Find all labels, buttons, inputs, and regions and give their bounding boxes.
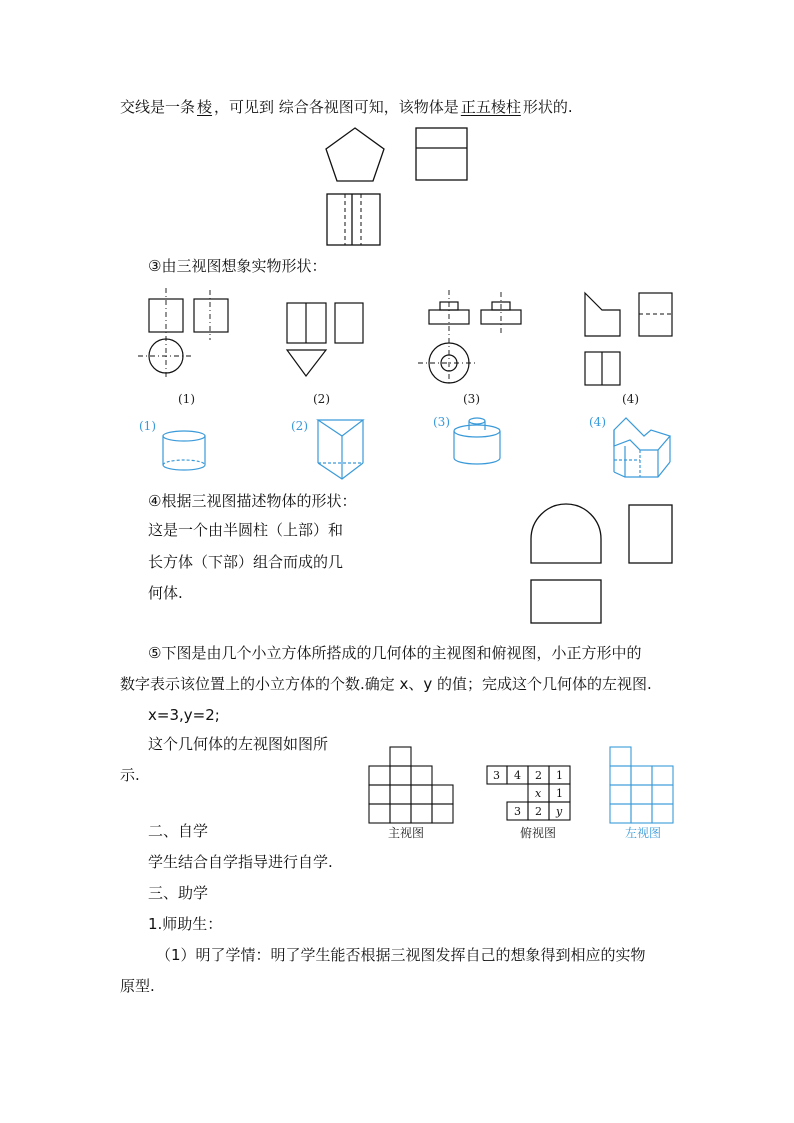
section-3-item: 1.师助生： [148,915,223,933]
figure-4 [585,293,672,385]
sentence-prefix: 交线是一条 [120,98,196,116]
front-view [327,194,380,245]
figure-1 [138,288,228,380]
heading-3: ③由三视图想象实物形状： [148,257,327,275]
figure-label-1: (1) [178,392,195,406]
pentagon-prism-views [0,0,794,240]
side-view-rect [629,505,672,563]
caption-top-view: 俯视图 [520,826,557,840]
section-3-sub-line-2: 原型. [120,977,155,995]
caption-front-view: 主视图 [388,826,425,840]
description-line-1: 这是一个由半圆柱（上部）和 [148,521,344,539]
section-3-sub-line-1: （1）明了学情：明了学生能否根据三视图发挥自己的想象得到相应的实物 [156,946,646,964]
cylinder-answer [163,431,205,470]
figure-3 [418,290,521,385]
pentagon-top-view [326,128,384,181]
figure-label-2: (2) [313,392,330,406]
figure-2 [287,303,363,376]
top-view-rect [531,580,601,623]
description-line-3: 何体. [148,584,183,602]
figure-label-3: (3) [463,392,480,406]
top-cell-r1c4: 1 [556,769,563,782]
problem-5-line-2: 数字表示该位置上的小立方体的个数.确定 x、y 的值；完成这个几何体的左视图. [120,675,652,693]
top-cell-y: y [556,805,563,818]
left-view-grid [610,747,673,823]
side-view [416,128,467,180]
answer-label-1: (1) [139,419,156,433]
answer-blank-1: 棱 [197,98,213,116]
top-cell-r3c2: 2 [535,805,542,818]
caption-left-view: 左视图 [625,826,662,840]
cube-views [0,740,794,850]
top-cell-r1c3: 2 [535,769,542,782]
answer-blank-2: 正五棱柱 [460,98,521,116]
sentence-middle: ，可见到 综合各视图可知，该物体是 [214,98,459,116]
figure-label-4: (4) [622,392,639,406]
triangular-prism-answer [318,420,363,479]
answer-label-4: (4) [589,415,606,429]
answer-label-2: (2) [291,419,308,433]
description-line-2: 长方体（下部）组合而成的几 [148,553,344,571]
left-view-text-1: 这个几何体的左视图如图所 [148,735,329,753]
section-3-heading: 三、助学 [148,884,209,902]
semicylinder-views [0,495,794,635]
top-cell-r1c2: 4 [514,769,521,782]
top-cell-r3c1: 3 [514,805,521,818]
problem-5-line-1: ⑤下图是由几个小立方体所搭成的几何体的主视图和俯视图，小正方形中的 [148,644,642,662]
answer-label-3: (3) [433,415,450,429]
front-view-grid [369,747,453,823]
composite-block-answer [614,418,670,477]
top-cell-r2c2: 1 [556,787,563,800]
heading-4: ④根据三视图描述物体的形状： [148,492,357,510]
sentence-suffix: 形状的. [522,98,573,116]
section-2-heading: 二、自学 [148,822,209,840]
three-view-figures [0,280,794,500]
top-cell-x: x [535,787,542,800]
section-2-text: 学生结合自学指导进行自学. [148,853,333,871]
left-view-text-2: 示. [120,766,140,784]
front-view-arch [531,504,601,563]
stepped-cylinder-answer [454,418,500,464]
top-cell-r1c1: 3 [493,769,500,782]
answer-xy: x=3,y=2; [148,706,220,724]
